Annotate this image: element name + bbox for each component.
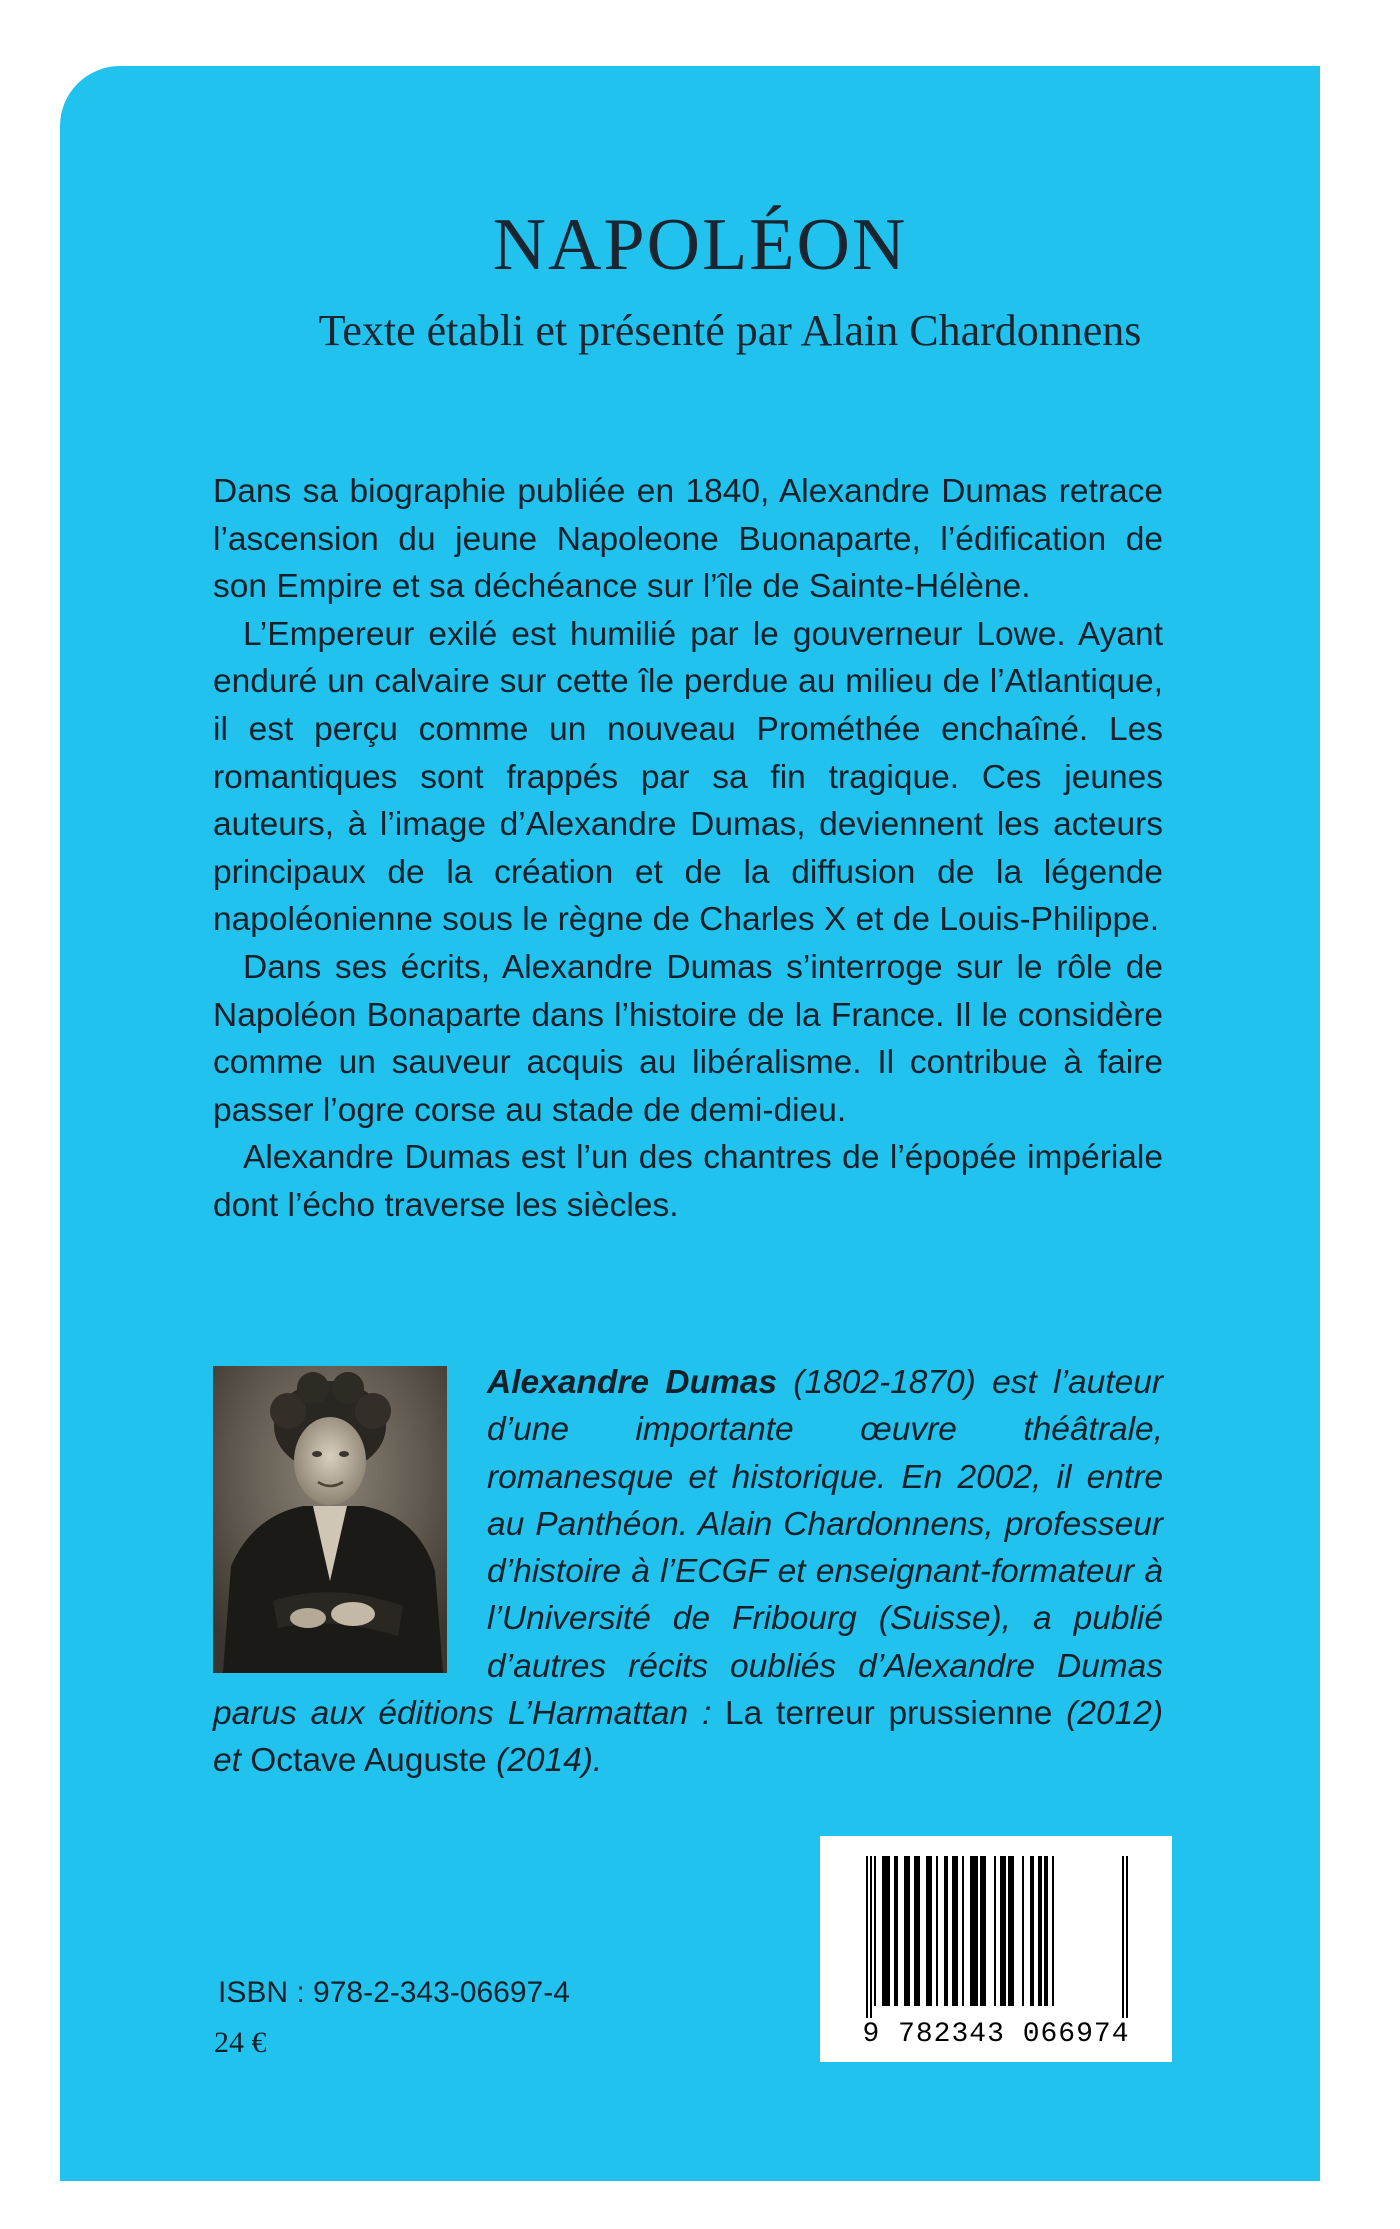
barcode-bar — [944, 1856, 948, 2006]
barcode-digits: 9 782343 066974 — [862, 2019, 1130, 2050]
price-label: 24 € — [214, 2026, 267, 2059]
book-subtitle: Texte établi et présenté par Alain Chardonnens — [318, 306, 1142, 355]
barcode-bar — [1000, 1856, 1006, 2006]
barcode-bar — [1044, 1856, 1048, 2006]
summary-paragraph: Alexandre Dumas est l’un des chantres de l’épopée impériale dont l’écho traverse les siècles. — [213, 1139, 1163, 1224]
barcode-bar — [1038, 1856, 1042, 2006]
barcode-bar — [1126, 1856, 1128, 2018]
barcode-bar — [994, 1856, 996, 2006]
bio-text: (1802-1870) est l’auteur d’une importante œuvre théâtrale, romanesque et historique. En 2002, il entre au Panthéon. Alain Chardonnens, professeur d’histoire à l’ECGF et enseignant-formateur à l’Université de Fribourg (Suisse), a publié d’autres récits oubliés d’Alexandre Dumas parus aux éditions L’Harmattan : — [213, 1364, 1163, 1733]
barcode-bar — [870, 1856, 872, 2018]
barcode-bar — [1030, 1856, 1034, 2006]
book-year-2: (2014). — [486, 1742, 603, 1780]
barcode-bar — [874, 1856, 876, 2006]
barcode-bar — [882, 1856, 890, 2006]
barcode-bar — [970, 1856, 978, 2006]
summary-paragraph: Dans sa biographie publiée en 1840, Alexandre Dumas retrace l’ascension du jeune Napoleone Buonaparte, l’édification de son Empire et sa déchéance sur l’île de Sainte-Hélène. — [213, 473, 1163, 606]
barcode-bar — [866, 1856, 868, 2018]
barcode-bar — [1052, 1856, 1054, 2006]
barcode-bar — [914, 1856, 920, 2006]
barcode-bars — [866, 1856, 1128, 2018]
isbn-label: ISBN : 978-2-343-06697-4 — [218, 1976, 570, 2009]
barcode-bar — [894, 1856, 898, 2006]
barcode-bar — [936, 1856, 938, 2006]
barcode-bar — [926, 1856, 932, 2006]
author-name: Alexandre Dumas — [487, 1364, 777, 1401]
summary-text — [213, 468, 1163, 1230]
barcode-bar — [1122, 1856, 1124, 2018]
author-bio — [213, 1359, 1163, 1785]
summary-paragraph: Dans ses écrits, Alexandre Dumas s’interroge sur le rôle de Napoléon Bonaparte dans l’histoire de la France. Il le considère comme un sauveur acquis au libéralisme. Il contribue à faire passer l’ogre corse au stade de demi-dieu. — [213, 948, 1163, 1129]
summary-paragraph: L’Empereur exilé est humilié par le gouverneur Lowe. Ayant enduré un calvaire sur cette île perdue au milieu de l’Atlantique, il est perçu comme un nouveau Prométhée enchaîné. Les romantiques sont frappés par sa fin tragique. Ces jeunes auteurs, à l’image d’Alexandre Dumas, deviennent les acteurs principaux de la création et de la diffusion de la légende napoléonienne sous le règne de Charles X et de Louis-Philippe. — [213, 615, 1163, 939]
barcode-bar — [904, 1856, 910, 2006]
barcode — [820, 1836, 1172, 2062]
barcode-bar — [1008, 1856, 1014, 2006]
book-title: NAPOLÉON — [492, 204, 908, 286]
barcode-bar — [1022, 1856, 1024, 2006]
book-title-2: Octave Auguste — [250, 1742, 487, 1780]
barcode-bar — [962, 1856, 964, 2006]
book-year-1: (2012) et — [213, 1695, 1163, 1780]
book-title-1: La terreur prussienne — [725, 1695, 1053, 1733]
barcode-bar — [980, 1856, 986, 2006]
barcode-bar — [952, 1856, 958, 2006]
